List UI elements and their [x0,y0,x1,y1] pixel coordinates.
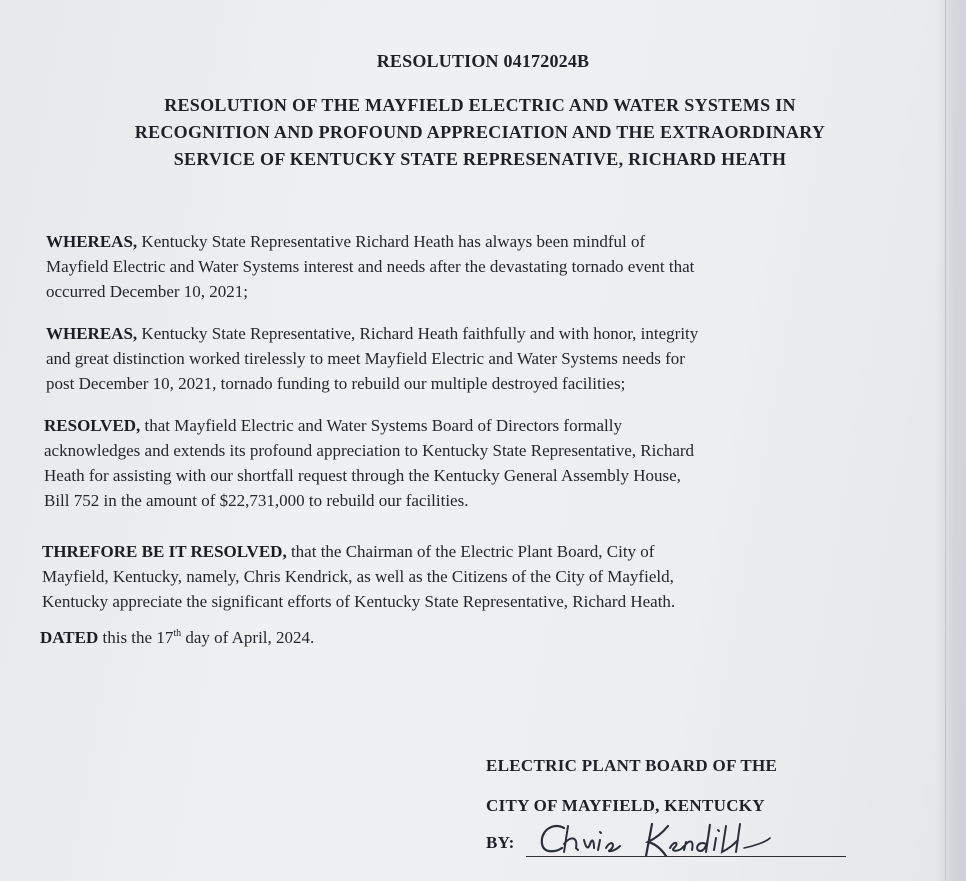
paragraph-line: occurred December 10, 2021; [46,282,249,301]
paragraph-line: acknowledges and extends its profound appreciation to Kentucky State Representative, Richard [44,441,695,460]
page-edge-line [945,0,946,881]
resolution-number: RESOLUTION 04172024B [376,51,590,71]
dated-text: this the 17 [98,628,174,647]
paragraph-line: Mayfield Electric and Water Systems interest and needs after the devastating tornado event that [46,257,695,276]
resolution-heading [40,92,920,173]
dated-line [40,625,314,650]
paragraph-line [42,539,675,564]
whereas-paragraph-2 [46,321,698,396]
page-edge-shadow [936,0,966,881]
paragraph-line [40,625,314,650]
whereas-paragraph-1 [46,229,694,304]
heading-line-2: RECOGNITION AND PROFOUND APPRECIATION AND THE EXTRAORDINARY [134,122,826,142]
paragraph-line: Bill 752 in the amount of $22,731,000 to rebuild our facilities. [44,491,469,510]
paragraph-line [44,413,694,438]
signature-by-label: BY: [486,833,515,852]
resolved-paragraph [44,413,694,513]
paragraph-text: that Mayfield Electric and Water Systems Board of Directors formally [140,416,622,435]
signature-block-line-1: ELECTRIC PLANT BOARD OF THE [486,756,778,775]
paragraph-line [46,229,694,254]
paragraph-line: and great distinction worked tirelessly to meet Mayfield Electric and Water Systems needs for [46,349,685,368]
paragraph-lead: RESOLVED, [44,416,141,435]
dated-text-end: day of April, 2024. [181,628,315,647]
dated-ordinal: th [173,628,182,639]
paragraph-line [46,321,698,346]
paragraph-lead: WHEREAS, [46,232,138,251]
dated-lead: DATED [40,628,99,647]
paragraph-text: Kentucky State Representative, Richard Heath faithfully and with honor, integrity [137,324,699,343]
therefore-paragraph [42,539,675,614]
paragraph-line: Heath for assisting with our shortfall request through the Kentucky General Assembly House, [44,466,681,485]
signature-line [526,856,846,857]
paragraph-line: Kentucky appreciate the significant efforts of Kentucky State Representative, Richard Heath. [42,592,676,611]
heading-line-1: RESOLUTION OF THE MAYFIELD ELECTRIC AND WATER SYSTEMS IN [164,95,796,115]
paragraph-line: post December 10, 2021, tornado funding to rebuild our multiple destroyed facilities; [46,374,626,393]
heading-line-3: SERVICE OF KENTUCKY STATE REPRESENATIVE, RICHARD HEATH [173,149,787,169]
paragraph-text: Kentucky State Representative Richard Heath has always been mindful of [137,232,646,251]
paragraph-lead: THREFORE BE IT RESOLVED, [42,542,287,561]
signature-block-line-2: CITY OF MAYFIELD, KENTUCKY [486,796,765,815]
paragraph-lead: WHEREAS, [46,324,138,343]
paragraph-line: Mayfield, Kentucky, namely, Chris Kendrick, as well as the Citizens of the City of Mayfield, [42,567,674,586]
paragraph-text: that the Chairman of the Electric Plant Board, City of [286,542,655,561]
